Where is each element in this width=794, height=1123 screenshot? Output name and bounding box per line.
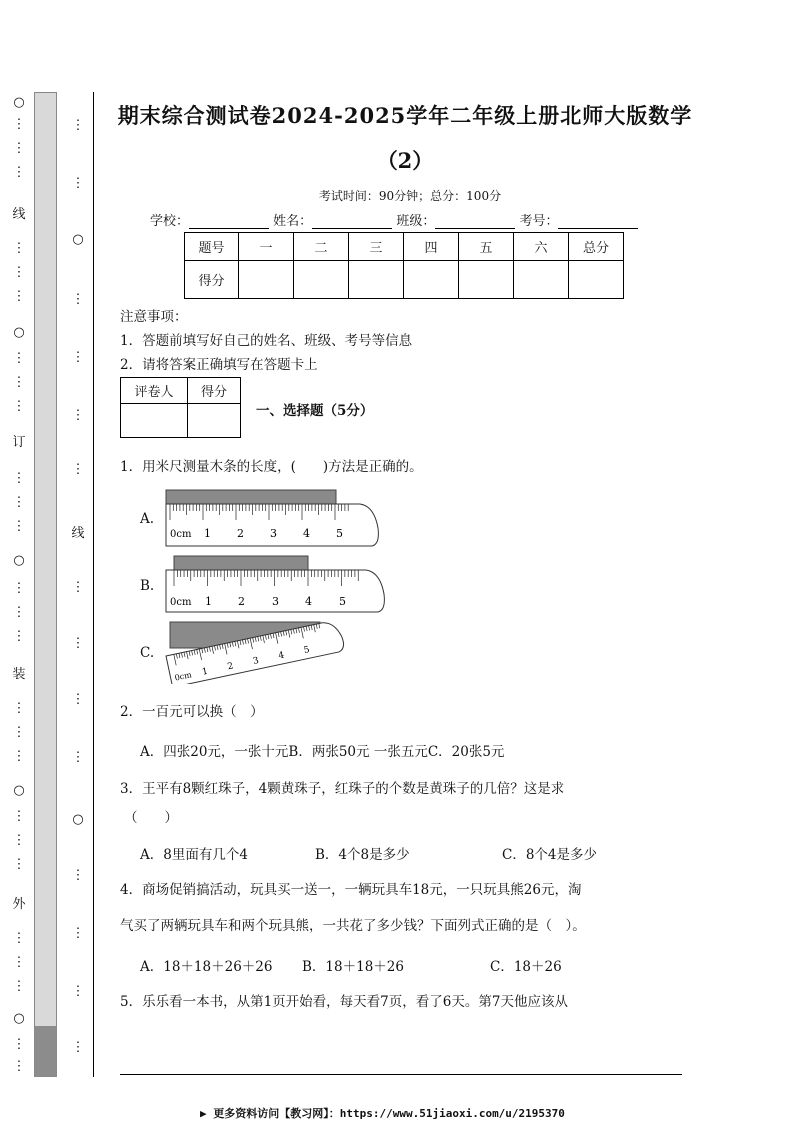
svg-text:0cm: 0cm [170, 597, 192, 608]
score-cell[interactable] [239, 261, 294, 299]
name-field[interactable] [312, 214, 392, 229]
question-3-line2: （ ） [124, 810, 178, 826]
binding-margin-outer: ○ ⋮ ⋮ ⋮ 线 ⋮ ⋮ ⋮ ○ ⋮ ⋮ ⋮ 订 ⋮ ⋮ ⋮ ○ ⋮ ⋮ ⋮ 装 ⋮ ⋮ ⋮ ○ ⋮ ⋮ ⋮ 外 ⋮ ⋮ ⋮ ○ ⋮ ⋮ [6, 92, 32, 1077]
binding-circle: ○ [13, 95, 25, 110]
ruler-a-illustration [160, 488, 382, 550]
exam-title: 期末综合测试卷2024-2025学年二年级上册北师大版数学 [117, 103, 693, 128]
svg-text:1: 1 [204, 527, 211, 540]
notes-heading: 注意事项： [120, 309, 188, 325]
q1-option-c[interactable]: C. [140, 645, 155, 661]
section-heading: 一、选择题（5分） [256, 403, 374, 419]
binding-gray-strip [34, 92, 57, 1077]
exam-subtitle: （2） [376, 148, 434, 173]
binding-circle: ○ [13, 553, 25, 568]
svg-text:4: 4 [303, 527, 310, 540]
exam-number-label: 考号： [519, 214, 559, 229]
question-4: 4．商场促销搞活动，玩具买一送一，一辆玩具车18元，一只玩具熊26元，淘 [120, 882, 582, 898]
footer-link[interactable]: ▶ 更多资料访问【教习网】：https://www.51jiaoxi.com/u/2195370 [200, 1107, 565, 1120]
binding-circle: ○ [72, 812, 84, 827]
binding-inner-label: 线 [71, 526, 85, 541]
footer-divider [120, 1074, 682, 1075]
question-2: 2．一百元可以换（ ） [120, 704, 264, 720]
svg-text:2: 2 [226, 661, 235, 673]
binding-divider-line [93, 92, 94, 1077]
class-label: 班级： [396, 214, 436, 229]
score-table-header-row: 题号 一 二 三 四 五 六 总分 [185, 233, 624, 261]
ruler-b-wood-bar [174, 556, 308, 570]
score-table-score-row: 得分 [185, 261, 624, 299]
svg-text:5: 5 [336, 527, 343, 540]
binding-dark-block [35, 1026, 56, 1076]
ruler-c-illustration [162, 618, 352, 684]
svg-text:5: 5 [302, 645, 311, 657]
svg-text:4: 4 [277, 650, 286, 662]
note-item: 2．请将答案正确填写在答题卡上 [120, 357, 318, 373]
exam-info: 考试时间：90分钟；总分：100分 [318, 189, 502, 203]
svg-text:3: 3 [252, 655, 260, 667]
q4-option-a[interactable]: A．18＋18＋26＋26 [140, 959, 273, 975]
q3-option-b[interactable]: B．4个8是多少 [315, 847, 410, 863]
svg-text:1: 1 [205, 595, 212, 608]
q2-options[interactable]: A．四张20元，一张十元B．两张50元 一张五元C．20张5元 [140, 744, 505, 760]
binding-label-install: 装 [12, 667, 26, 682]
ruler-b-illustration [160, 554, 388, 616]
svg-text:3: 3 [270, 527, 277, 540]
school-field[interactable] [189, 214, 269, 229]
svg-text:3: 3 [272, 595, 279, 608]
binding-circle: ○ [13, 325, 25, 340]
svg-text:2: 2 [238, 595, 245, 608]
grader-table: 评卷人 得分 [120, 377, 241, 438]
binding-label-outer: 外 [12, 897, 26, 912]
q3-option-c[interactable]: C．8个4是多少 [502, 847, 598, 863]
ruler-a-wood-bar [166, 490, 336, 504]
score-cell[interactable] [569, 261, 624, 299]
binding-margin-inner: ⋮ ⋮ ○ ⋮ ⋮ ⋮ ⋮ 线 ⋮ ⋮ ⋮ ⋮ ○ ⋮ ⋮ ⋮ ⋮ [68, 92, 88, 1077]
class-field[interactable] [435, 214, 515, 229]
school-label: 学校： [150, 214, 190, 229]
svg-text:0cm: 0cm [173, 670, 193, 683]
grader-score-cell[interactable] [188, 404, 241, 438]
q1-option-a[interactable]: A. [140, 511, 155, 527]
binding-circle: ○ [13, 1011, 25, 1026]
score-table [184, 232, 624, 299]
binding-label-bind: 订 [12, 435, 26, 450]
binding-circle: ○ [13, 783, 25, 798]
exam-number-field[interactable] [558, 214, 638, 229]
q3-option-a[interactable]: A．8里面有几个4 [140, 847, 248, 863]
name-label: 姓名： [273, 214, 313, 229]
score-cell[interactable] [514, 261, 569, 299]
svg-text:1: 1 [201, 666, 209, 678]
score-cell[interactable] [459, 261, 514, 299]
note-item: 1．答题前填写好自己的姓名、班级、考号等信息 [120, 333, 413, 349]
binding-circle: ○ [72, 232, 84, 247]
q4-option-b[interactable]: B．18＋18＋26 [302, 959, 404, 975]
svg-text:4: 4 [305, 595, 312, 608]
score-cell[interactable] [349, 261, 404, 299]
grader-cell[interactable] [121, 404, 188, 438]
binding-label-line: 线 [12, 207, 26, 222]
svg-text:5: 5 [339, 595, 346, 608]
svg-text:0cm: 0cm [170, 529, 192, 540]
svg-text:2: 2 [237, 527, 244, 540]
student-fields [150, 210, 638, 229]
question-5: 5．乐乐看一本书，从第1页开始看，每天看7页，看了6天。第7天他应该从 [120, 994, 568, 1010]
question-1: 1．用米尺测量木条的长度，( )方法是正确的。 [120, 459, 423, 475]
question-3: 3．王平有8颗红珠子，4颗黄珠子，红珠子的个数是黄珠子的几倍？这是求 [120, 781, 565, 797]
score-cell[interactable] [294, 261, 349, 299]
score-cell[interactable] [404, 261, 459, 299]
q4-option-c[interactable]: C．18＋26 [490, 959, 562, 975]
question-4-line2: 气买了两辆玩具车和两个玩具熊，一共花了多少钱？下面列式正确的是（ ）。 [120, 918, 586, 934]
q1-option-b[interactable]: B. [140, 578, 155, 594]
